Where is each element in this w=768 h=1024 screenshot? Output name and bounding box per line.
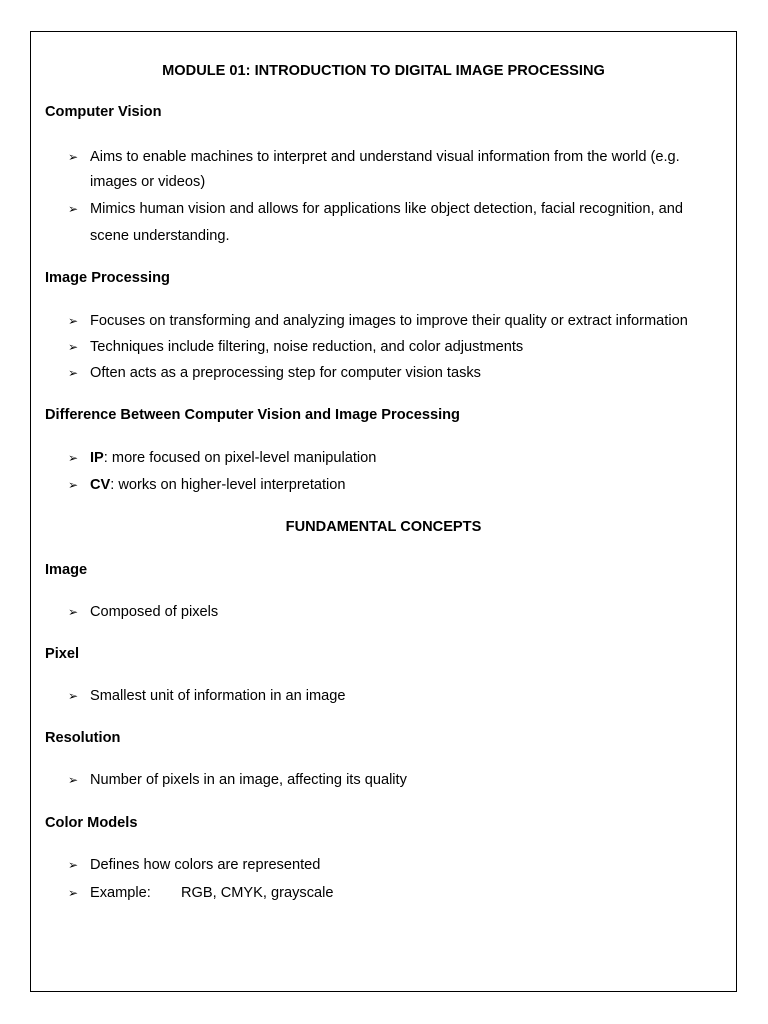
heading-image-processing: Image Processing — [45, 270, 170, 286]
ip-bullet-2: Techniques include filtering, noise reduction, and color adjustments — [90, 339, 524, 355]
bullet-arrow-icon: ➢ — [68, 366, 79, 380]
bullet-arrow-icon: ➢ — [68, 340, 79, 354]
ip-bullet-3: Often acts as a preprocessing step for computer vision tasks — [90, 365, 481, 381]
ip-bullet-1: Focuses on transforming and analyzing images to improve their quality or extract information — [90, 313, 688, 329]
bullet-arrow-icon: ➢ — [68, 605, 79, 619]
section-subtitle: FUNDAMENTAL CONCEPTS — [285, 519, 482, 535]
diff-term-cv: CV — [90, 477, 111, 493]
heading-color-models: Color Models — [45, 815, 138, 831]
heading-computer-vision: Computer Vision — [45, 104, 162, 120]
cv-bullet-2-line-2: scene understanding. — [90, 228, 230, 244]
cv-bullet-1-line-1: Aims to enable machines to interpret and understand visual information from the world (e.g. — [90, 149, 680, 165]
color-bullet-1: Defines how colors are represented — [90, 857, 321, 873]
diff-bullet-cv — [90, 476, 346, 494]
bullet-arrow-icon: ➢ — [68, 451, 79, 465]
diff-text-ip: : more focused on pixel-level manipulation — [103, 450, 377, 466]
bullet-arrow-icon: ➢ — [68, 886, 79, 900]
heading-pixel: Pixel — [45, 646, 80, 662]
diff-term-ip: IP — [90, 450, 104, 466]
heading-image: Image — [45, 562, 88, 578]
bullet-arrow-icon: ➢ — [68, 858, 79, 872]
color-bullet-2-value: RGB, CMYK, grayscale — [181, 885, 334, 901]
bullet-arrow-icon: ➢ — [68, 150, 79, 164]
heading-resolution: Resolution — [45, 730, 121, 746]
image-bullet-1: Composed of pixels — [90, 604, 219, 620]
bullet-arrow-icon: ➢ — [68, 202, 79, 216]
pixel-bullet-1: Smallest unit of information in an image — [90, 688, 346, 704]
heading-difference: Difference Between Computer Vision and Image Processing — [45, 407, 460, 423]
bullet-arrow-icon: ➢ — [68, 314, 79, 328]
bullet-arrow-icon: ➢ — [68, 773, 79, 787]
cv-bullet-1-line-2: images or videos) — [90, 174, 206, 190]
cv-bullet-2-line-1: Mimics human vision and allows for applications like object detection, facial recognition, and — [90, 201, 683, 217]
document-title: MODULE 01: INTRODUCTION TO DIGITAL IMAGE PROCESSING — [162, 63, 605, 79]
bullet-arrow-icon: ➢ — [68, 689, 79, 703]
color-bullet-2-label: Example: — [90, 885, 151, 901]
diff-text-cv: : works on higher-level interpretation — [110, 477, 346, 493]
diff-bullet-ip — [90, 449, 376, 467]
bullet-arrow-icon: ➢ — [68, 478, 79, 492]
resolution-bullet-1: Number of pixels in an image, affecting its quality — [90, 772, 407, 788]
